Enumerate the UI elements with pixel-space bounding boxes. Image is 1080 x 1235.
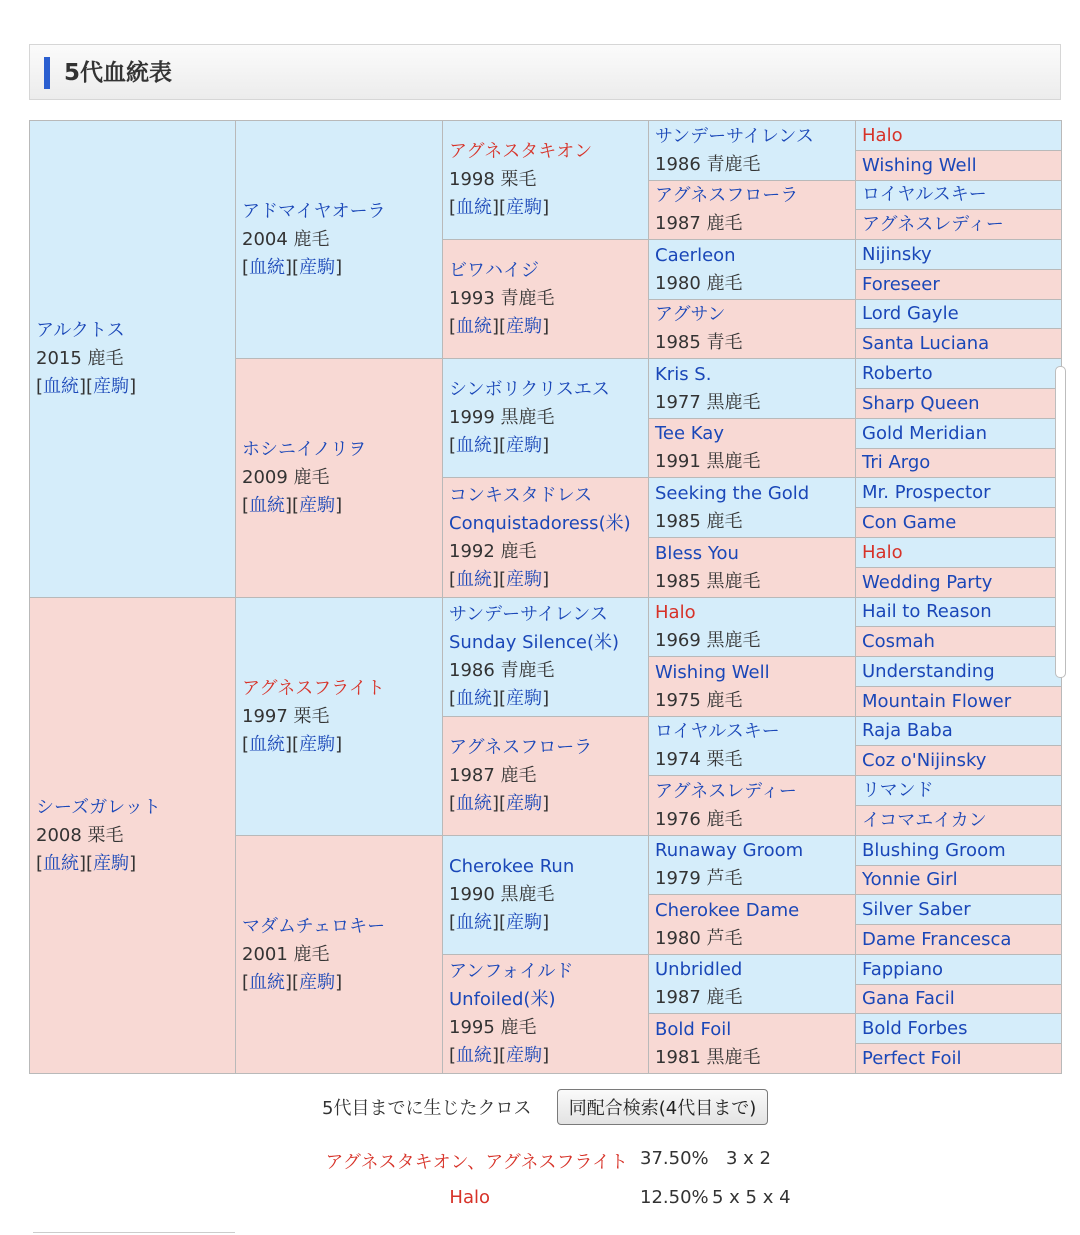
pedigree-cell-gen5 [856,866,1062,895]
pedigree-cell-content [862,124,1057,148]
horse-name-link[interactable]: ビワハイジ [449,260,539,281]
horse-name-link[interactable]: アグネスレディー [862,213,1004,235]
horse-birth-info: 2009 鹿毛 [242,467,330,488]
pedigree-cell-content [655,420,851,476]
pedigree-cell-content [862,243,1057,267]
pedigree-link[interactable]: 血統 [456,912,493,933]
offspring-link[interactable]: 産駒 [506,568,543,590]
horse-name-link[interactable]: Tri Argo [862,452,931,473]
horse-name-link[interactable]: Dame Francesca [862,928,1012,950]
horse-links: [血統][産駒] [449,568,550,590]
pedigree-cell-gen5 [856,717,1062,746]
offspring-link[interactable]: 産駒 [506,435,543,456]
pedigree-cell-content [862,451,1057,475]
pedigree-cell-gen5 [856,478,1062,508]
offspring-link[interactable]: 産駒 [299,256,336,278]
pedigree-cell-gen5 [856,210,1062,240]
pedigree-cell-content [862,1017,1057,1041]
pedigree-cell-gen3 [443,717,649,836]
cross-generations: 3 x 2 [726,1148,771,1169]
horse-name-link[interactable]: ロイヤルスキー [862,184,987,205]
offspring-link[interactable]: 産駒 [506,793,543,814]
pedigree-cell-gen5 [856,240,1062,270]
pedigree-cell-gen3 [443,836,649,955]
pedigree-cell-content [655,956,851,1012]
offspring-link[interactable]: 産駒 [93,852,130,874]
cross-generations: 5 x 5 x 4 [712,1187,791,1208]
horse-birth-info: 2008 栗毛 [36,824,124,846]
cross-percentage: 37.50% [640,1148,709,1169]
horse-birth-info: 1987 鹿毛 [655,987,743,1008]
pedigree-cell-gen4 [649,598,856,657]
pedigree-link[interactable]: 血統 [249,971,286,993]
horse-foreign-name-link[interactable]: Sunday Silence(米) [449,632,619,653]
pedigree-cell-gen5 [856,151,1062,181]
offspring-link[interactable]: 産駒 [506,912,543,933]
section-title: 5代血統表 [64,60,173,86]
pedigree-cell-gen5 [856,538,1062,568]
pedigree-link[interactable]: 血統 [249,495,286,516]
pedigree-cell-gen5 [856,955,1062,985]
pedigree-cell-gen5 [856,836,1062,866]
horse-name-link[interactable]: Cherokee Dame [655,899,800,921]
pedigree-cell-content [862,273,1057,297]
offspring-link[interactable]: 産駒 [299,971,336,993]
pedigree-link[interactable]: 血統 [456,1045,493,1066]
horse-birth-info: 1985 青毛 [655,332,743,353]
horse-birth-info: 1995 鹿毛 [449,1017,537,1038]
pedigree-cell-gen5 [856,121,1062,151]
pedigree-cell-content [862,928,1057,952]
horse-birth-info: 1998 栗毛 [449,169,537,190]
horse-name-link[interactable]: Mr. Prospector [862,481,991,503]
pedigree-cell-gen4 [649,538,856,598]
cross-label: 5代目までに生じたクロス [322,1098,532,1119]
pedigree-cell-gen5 [856,806,1062,836]
horse-name-link[interactable]: サンデーサイレンス [655,125,814,147]
pedigree-cell-gen3 [443,478,649,598]
same-breeding-search-button[interactable]: 同配合検索(4代目まで) [557,1089,768,1125]
pedigree-link[interactable]: 血統 [43,852,80,874]
horse-birth-info: 1974 栗毛 [655,749,743,770]
pedigree-cell-content [862,332,1057,356]
pedigree-cell-gen5 [856,1014,1062,1044]
pedigree-cell-content [862,571,1057,595]
pedigree-cell-content [655,540,851,596]
pedigree-cell-content [655,182,851,238]
offspring-link[interactable]: 産駒 [93,376,130,397]
pedigree-cell-gen4 [649,895,856,955]
pedigree-link[interactable]: 血統 [249,256,286,278]
horse-birth-info: 1993 青鹿毛 [449,288,555,309]
offspring-link[interactable]: 産駒 [506,688,543,709]
pedigree-cell-content [862,660,1057,684]
horse-birth-info: 1969 黒鹿毛 [655,630,761,651]
horse-name-link[interactable]: シンボリクリスエス [449,379,610,400]
horse-birth-info: 1987 鹿毛 [655,213,743,234]
pedigree-cell-content [655,123,851,179]
pedigree-cell-gen2 [236,598,443,836]
pedigree-cell-content [862,898,1057,922]
horse-name-link[interactable]: アルクトス [36,320,125,341]
pedigree-cell-gen5 [856,687,1062,717]
offspring-link[interactable]: 産駒 [506,197,543,218]
horse-birth-info: 1981 黒鹿毛 [655,1046,761,1068]
pedigree-cell-content [655,242,851,298]
pedigree-cell-gen5 [856,449,1062,478]
pedigree-cell-content [862,1047,1057,1071]
pedigree-cell-gen1 [30,121,236,598]
pedigree-cell-content [862,302,1057,326]
pedigree-cell-content [862,868,1057,892]
pedigree-cell-content [862,422,1057,446]
pedigree-cell-gen5 [856,657,1062,687]
pedigree-cell-content [862,213,1057,237]
pedigree-link[interactable]: 血統 [249,733,286,755]
pedigree-cell-gen5 [856,329,1062,359]
pedigree-cell-content [655,301,851,357]
pedigree-cell-content [862,719,1057,743]
horse-name-link[interactable]: Bless You [655,542,739,564]
horse-name-link[interactable]: アグネスレディー [655,780,797,802]
pedigree-cell-content [655,361,851,417]
horse-foreign-name-link[interactable]: Unfoiled(米) [449,989,556,1010]
divider [33,1232,235,1233]
pedigree-cell-content [449,138,644,222]
horse-name-link[interactable]: Seeking the Gold [655,482,810,504]
horse-links: [血統][産駒] [36,376,137,397]
pedigree-cell-content [655,480,851,536]
pedigree-cell-gen4 [649,1014,856,1074]
pedigree-cell-gen5 [856,746,1062,776]
pedigree-cell-content [242,675,438,759]
pedigree-cell-gen2 [236,836,443,1074]
horse-name-link[interactable]: アグネスフローラ [655,185,799,206]
horse-name-link[interactable]: Wishing Well [655,661,770,683]
horse-name-link[interactable]: Bold Foil [655,1018,732,1040]
pedigree-cell-content [449,958,644,1070]
pedigree-cell-gen5 [856,598,1062,627]
pedigree-cell-gen5 [856,359,1062,389]
pedigree-cell-gen4 [649,657,856,717]
pedigree-cell-content [655,778,851,834]
horse-birth-info: 1977 黒鹿毛 [655,391,761,413]
pedigree-cell-content [862,600,1057,624]
horse-name-link[interactable]: マダムチェロキー [242,915,386,937]
horse-name-link[interactable]: Foreseer [862,273,940,295]
offspring-link[interactable]: 産駒 [299,495,336,516]
horse-name-link[interactable]: Perfect Foil [862,1047,962,1069]
horse-name-link[interactable]: アンフォイルド [449,961,574,982]
horse-name-link[interactable]: アグネスフライト [242,677,385,699]
pedigree-cell-content [655,897,851,953]
horse-links: [血統][産駒] [449,1045,550,1066]
horse-birth-info: 1980 鹿毛 [655,272,743,294]
pedigree-cell-gen3 [443,359,649,478]
horse-name-link[interactable]: ロイヤルスキー [655,721,780,742]
pedigree-cell-gen3 [443,598,649,717]
pedigree-cell-gen5 [856,895,1062,925]
horse-name-link[interactable]: Wedding Party [862,571,993,593]
pedigree-link[interactable]: 血統 [456,316,493,337]
pedigree-cell-content [862,987,1057,1011]
cross-row [0,1148,1080,1172]
pedigree-cell-gen4 [649,776,856,836]
horse-name-link[interactable]: アドマイヤオーラ [242,200,386,222]
pedigree-cell-content [449,482,644,594]
horse-name-link[interactable]: リマンド [862,779,934,801]
horse-name-link[interactable]: アグサン [655,304,726,325]
pedigree-cell-gen1 [30,598,236,1074]
horse-birth-info: 1986 青鹿毛 [449,660,555,681]
horse-name-link[interactable]: Bold Forbes [862,1017,968,1039]
horse-links: [血統][産駒] [242,733,343,755]
horse-birth-info: 1987 鹿毛 [449,765,537,786]
pedigree-cell-gen5 [856,270,1062,300]
pedigree-cell-gen5 [856,419,1062,449]
pedigree-cell-gen4 [649,955,856,1014]
pedigree-cell-gen5 [856,776,1062,806]
pedigree-table [29,120,1062,1074]
pedigree-cell-gen4 [649,359,856,419]
horse-name-link[interactable]: Mountain Flower [862,690,1012,712]
pedigree-cell-gen2 [236,121,443,359]
horse-foreign-name-link[interactable]: Conquistadoress(米) [449,512,631,534]
horse-name-link[interactable]: イコマエイカン [862,809,987,831]
horse-name-link[interactable]: Understanding [862,660,995,682]
horse-birth-info: 1976 鹿毛 [655,808,743,830]
pedigree-cell-gen4 [649,121,856,181]
horse-name-link[interactable]: Halo [862,541,903,563]
pedigree-cell-content [449,601,644,713]
horse-name-link[interactable]: Runaway Groom [655,840,804,861]
pedigree-cell-content [242,198,438,282]
horse-links: [血統][産駒] [449,912,550,933]
cross-percentage: 12.50% [640,1187,709,1208]
horse-name-link[interactable]: Coz o'Nijinsky [862,749,987,771]
pedigree-cell-gen5 [856,508,1062,538]
offspring-link[interactable]: 産駒 [299,733,336,755]
scrollbar[interactable] [1055,366,1066,678]
pedigree-cell-content [449,376,644,460]
horse-name-link[interactable]: Silver Saber [862,898,971,920]
horse-links: [血統][産駒] [449,793,550,814]
pedigree-cell-content [36,317,231,401]
horse-name-link[interactable]: Halo [655,602,696,623]
horse-links: [血統][産駒] [36,852,137,874]
pedigree-cell-content [862,809,1057,833]
horse-name-link[interactable]: Caerleon [655,244,736,266]
pedigree-cell-content [655,1016,851,1072]
pedigree-link[interactable]: 血統 [456,793,493,814]
pedigree-cell-content [449,734,644,818]
horse-name-link[interactable]: Fappiano [862,958,944,980]
pedigree-cell-content [862,839,1057,863]
horse-name-link[interactable]: サンデーサイレンス [449,604,608,625]
pedigree-cell-content [36,794,231,878]
horse-name-link[interactable]: Raja Baba [862,720,953,741]
horse-name-link[interactable]: コンキスタドレス [449,484,593,506]
horse-birth-info: 1992 鹿毛 [449,540,537,562]
pedigree-cell-gen3 [443,121,649,240]
pedigree-cell-gen2 [236,359,443,598]
pedigree-cell-gen3 [443,955,649,1074]
pedigree-cell-content [862,392,1057,416]
pedigree-cell-content [862,779,1057,803]
horse-name-link[interactable]: シーズガレット [36,796,161,818]
header-accent-bar [44,57,50,89]
pedigree-cell-gen5 [856,568,1062,598]
horse-links: [血統][産駒] [449,688,550,709]
horse-birth-info: 1991 黒鹿毛 [655,451,761,472]
horse-links: [血統][産駒] [449,197,550,218]
pedigree-cell-content [862,183,1057,207]
pedigree-cell-gen4 [649,181,856,240]
pedigree-cell-content [862,630,1057,654]
horse-name-link[interactable]: Wishing Well [862,154,977,176]
horse-name-link[interactable]: Gold Meridian [862,422,987,444]
pedigree-cell-gen5 [856,985,1062,1014]
pedigree-cell-content [242,913,438,997]
pedigree-cell-gen5 [856,1044,1062,1074]
horse-name-link[interactable]: Kris S. [655,363,712,385]
pedigree-cell-gen5 [856,627,1062,657]
horse-birth-info: 1975 鹿毛 [655,689,743,711]
horse-birth-info: 2001 鹿毛 [242,943,330,965]
pedigree-cell-content [862,511,1057,535]
horse-birth-info: 1979 芦毛 [655,868,743,889]
horse-name-link[interactable]: ホシニイノリヲ [242,439,367,460]
pedigree-cell-content [862,958,1057,982]
offspring-link[interactable]: 産駒 [506,1045,543,1066]
pedigree-cell-gen5 [856,300,1062,329]
pedigree-cell-content [449,257,644,341]
horse-name-link[interactable]: Cherokee Run [449,856,575,877]
pedigree-cell-gen4 [649,419,856,478]
pedigree-cell-content [449,853,644,937]
horse-name-link[interactable]: Lord Gayle [862,303,959,324]
horse-name-link[interactable]: Tee Kay [655,423,724,444]
horse-name-link[interactable]: Sharp Queen [862,392,980,414]
horse-links: [血統][産駒] [242,256,343,278]
cross-horse-names[interactable]: Halo [449,1187,490,1208]
pedigree-cell-content [655,599,851,655]
cross-horse-names[interactable]: アグネスタキオン、アグネスフライト [325,1152,628,1173]
horse-name-link[interactable]: Yonnie Girl [862,869,958,890]
horse-name-link[interactable]: Unbridled [655,959,743,980]
horse-name-link[interactable]: Blushing Groom [862,839,1006,861]
horse-birth-info: 1997 栗毛 [242,705,330,727]
horse-birth-info: 1990 黒鹿毛 [449,884,555,905]
horse-name-link[interactable]: Santa Luciana [862,332,990,354]
pedigree-cell-content [655,718,851,774]
pedigree-cell-gen4 [649,836,856,895]
pedigree-link[interactable]: 血統 [456,568,493,590]
horse-birth-info: 2015 鹿毛 [36,348,124,369]
pedigree-cell-content [862,362,1057,386]
pedigree-cell-content [655,837,851,893]
pedigree-link[interactable]: 血統 [43,376,80,397]
horse-name-link[interactable]: アグネスフローラ [449,737,593,758]
horse-name-link[interactable]: Roberto [862,362,933,384]
horse-name-link[interactable]: Halo [862,124,903,146]
pedigree-cell-content [862,481,1057,505]
horse-birth-info: 2004 鹿毛 [242,228,330,250]
horse-name-link[interactable]: Nijinsky [862,243,932,265]
horse-birth-info: 1980 芦毛 [655,927,743,949]
horse-name-link[interactable]: Gana Facil [862,988,955,1009]
pedigree-link[interactable]: 血統 [456,435,493,456]
pedigree-cell-gen4 [649,240,856,300]
pedigree-cell-gen4 [649,717,856,776]
pedigree-cell-gen5 [856,925,1062,955]
section-header [29,44,1061,100]
pedigree-cell-gen5 [856,389,1062,419]
pedigree-cell-gen3 [443,240,649,359]
horse-links: [血統][産駒] [449,316,550,337]
horse-birth-info: 1986 青鹿毛 [655,153,761,175]
pedigree-link[interactable]: 血統 [456,197,493,218]
horse-name-link[interactable]: アグネスタキオン [449,141,593,162]
horse-name-link[interactable]: Hail to Reason [862,601,992,622]
pedigree-cell-content [862,749,1057,773]
pedigree-cell-gen4 [649,478,856,538]
pedigree-cell-content [655,659,851,715]
horse-links: [血統][産駒] [449,435,550,456]
horse-links: [血統][産駒] [242,495,343,516]
horse-birth-info: 1985 黒鹿毛 [655,570,761,592]
pedigree-cell-gen5 [856,181,1062,210]
offspring-link[interactable]: 産駒 [506,316,543,337]
horse-name-link[interactable]: Con Game [862,511,957,533]
horse-name-link[interactable]: Cosmah [862,630,935,652]
pedigree-cell-content [242,436,438,520]
cross-row [0,1187,1080,1211]
pedigree-cell-content [862,541,1057,565]
horse-birth-info: 1999 黒鹿毛 [449,407,555,428]
pedigree-cell-content [862,154,1057,178]
horse-links: [血統][産駒] [242,971,343,993]
horse-birth-info: 1985 鹿毛 [655,510,743,532]
pedigree-link[interactable]: 血統 [456,688,493,709]
pedigree-cell-content [862,690,1057,714]
pedigree-cell-gen4 [649,300,856,359]
